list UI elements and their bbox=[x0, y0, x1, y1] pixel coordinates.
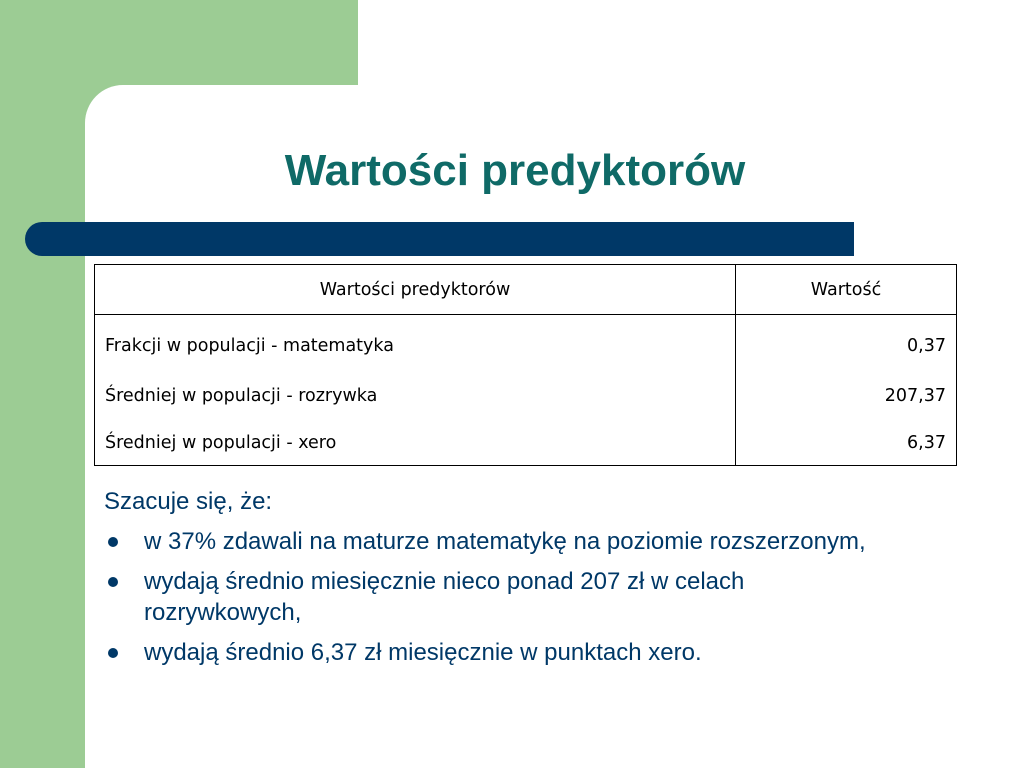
list-item bbox=[104, 526, 904, 557]
slide-title: Wartości predyktorów bbox=[284, 146, 746, 195]
body-text bbox=[104, 486, 904, 677]
bullet-dot-icon bbox=[108, 537, 118, 547]
table-row bbox=[95, 421, 957, 466]
table-header-row bbox=[95, 265, 957, 315]
bullet-text: w 37% zdawali na maturze matematykę na poziomie rozszerzonym, bbox=[144, 528, 866, 555]
row-value: 207,37 bbox=[736, 371, 957, 421]
left-green-band bbox=[0, 0, 85, 768]
bullet-list bbox=[104, 526, 904, 668]
header-predictor-values: Wartości predyktorów bbox=[95, 265, 736, 315]
bullet-text: wydają średnio miesięcznie nieco ponad 207 zł w celach rozrywkowych, bbox=[144, 568, 745, 626]
row-label: Średniej w populacji - xero bbox=[95, 421, 736, 466]
bullet-text: wydają średnio 6,37 zł miesięcznie w punktach xero. bbox=[144, 639, 702, 666]
top-right-white-area bbox=[358, 0, 1024, 85]
bullet-dot-icon bbox=[108, 648, 118, 658]
bullet-dot-icon bbox=[108, 577, 118, 587]
table-row bbox=[95, 371, 957, 421]
row-label: Frakcji w populacji - matematyka bbox=[95, 315, 736, 372]
title-underline-bar bbox=[25, 222, 854, 256]
list-item bbox=[104, 566, 904, 628]
header-value: Wartość bbox=[736, 265, 957, 315]
intro-text: Szacuje się, że: bbox=[104, 488, 273, 515]
list-item bbox=[104, 637, 904, 668]
row-value: 0,37 bbox=[736, 315, 957, 372]
row-value: 6,37 bbox=[736, 421, 957, 466]
predictors-table bbox=[94, 264, 957, 466]
row-label: Średniej w populacji - rozrywka bbox=[95, 371, 736, 421]
table-row bbox=[95, 315, 957, 372]
top-green-band bbox=[0, 0, 358, 85]
